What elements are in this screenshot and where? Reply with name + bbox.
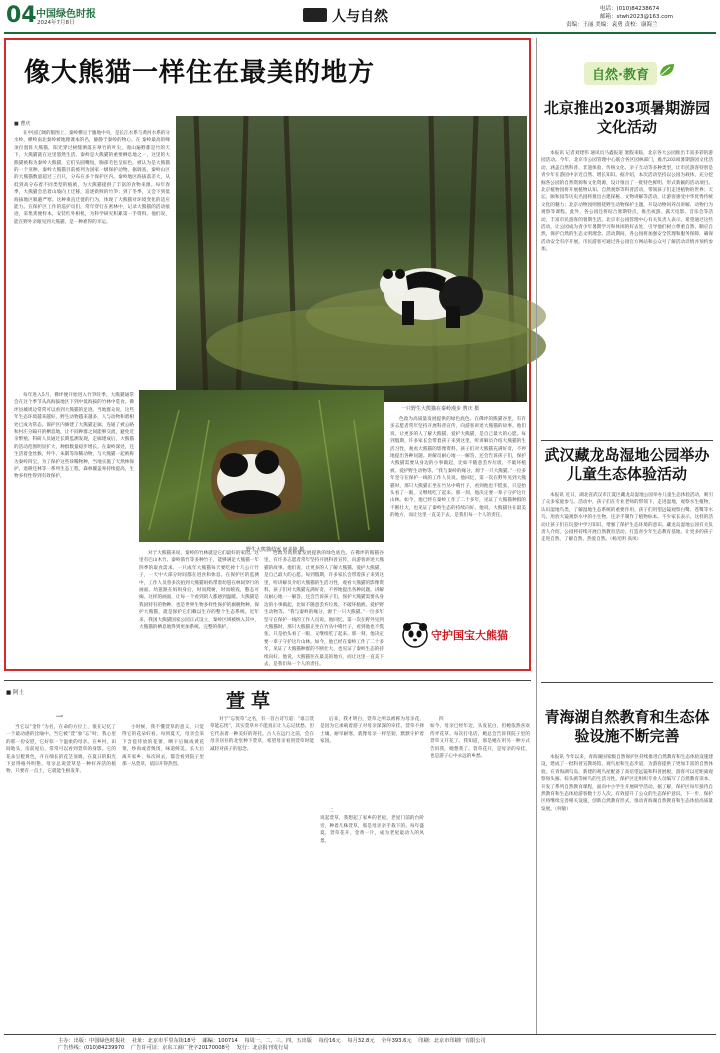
logo-text: 守护国宝大熊猫 bbox=[431, 629, 508, 642]
footer-dist: 发行：北京报刊发行局 bbox=[236, 1045, 289, 1051]
footer-postcode: 邮编：100714 bbox=[202, 1038, 238, 1044]
paper-name: 中国绿色时报 bbox=[36, 9, 96, 20]
essay-author: ■ 阿土 bbox=[6, 690, 24, 696]
lead-col-5-visible bbox=[390, 416, 526, 606]
column-separator bbox=[536, 38, 537, 1034]
contact-phone: 电话：(010)84238674 bbox=[600, 6, 660, 12]
footer-license: 广告许可证：京东工商广登字20170008号 bbox=[130, 1045, 230, 1051]
masthead-rule bbox=[4, 32, 716, 34]
forest-illustration bbox=[176, 116, 527, 402]
panda-walking-photo bbox=[176, 116, 527, 402]
lead-col-4: 色政为高质量发展提供的绿色底色。在佛坪的熊猫谷里，有许多志愿者常年坚持开展科普宣传，向游客讲述大熊猫的故事。他们说，让更多的人了解大熊猫、爱护大熊猫，是自己最大的心愿。每到假期，许多家长会带着孩子来到这里，听讲解员介绍大熊猫的生活习性，观看大熊猫的影像资料。孩子们对大熊猫充满好奇，不停地提出各种问题。讲解员耐心地一一解答，还会告诉孩子们，保护大熊猫需要从身边的小事做起，比如不随意丢弃垃圾、不破坏植被、爱护野生动物等。“我与秦岭的缘分，源于一只大熊猫。”一位多年坚守在保护一线的工作人员说。他回忆，第一次在野外见到大熊猫时，那只大熊猫正坐在竹丛中啃竹子，看到他也不慌张，只是抬头看了一眼，又继续吃了起来。那一刻，他决定要一辈子守护这片山林。如今，他已经在秦岭工作了二十多年，见证了大熊猫种群的不断壮大，也见证了秦岭生态的持续向好。他说，大熊猫住在最美的地方，而让这里一直美下去，是我们每一个人的责任。 bbox=[264, 551, 384, 668]
article1-title: 北京推出203项暑期游园文化活动 bbox=[543, 99, 711, 136]
lead-story bbox=[4, 38, 531, 671]
article2-body: 本报讯 近日，湖北省武汉市江夏区藏龙岛湿地公园举办儿童生态体验活动，吸引了众多家庭参与。活动中，孩子们在专业老师的带领下，走进湿地，观察水生植物，认识湿地鸟类，了解湿地生态系统的重要作用。孩子们用望远镜观察白鹭、苍鹭等水鸟，用放大镜观察水中的小生物，还亲手制作了植物标本。不少家长表示，这样的活动让孩子们在玩耍中学习知识，增强了保护生态环境的意识。藏龙岛湿地公园有关负责人介绍，公园将持续开展自然教育活动，打造青少年生态教育基地，让更多的孩子走进自然、了解自然、热爱自然。（杨光明 高凤） bbox=[541, 493, 713, 543]
editors: 责编：王丽 美编：袁勇 责校：康海兰 bbox=[566, 22, 658, 28]
essay-title: 萱草 bbox=[226, 690, 277, 712]
article2-title: 武汉藏龙岛湿地公园举办儿童生态体验活动 bbox=[544, 446, 710, 483]
leaf-icon bbox=[658, 62, 676, 78]
essay-col-4: 后来，我才明白，萱草之所以被称为母亲花，是因为它承载着游子对母亲深深的牵挂。萱草不择土壤，耐旱耐寒，就像母亲一样坚韧，默默守护着家园。 bbox=[320, 717, 424, 745]
contact-email: 邮箱：stwh2023@163.com bbox=[600, 14, 673, 20]
footer-print: 印刷：北京市印刷厂有限公司 bbox=[418, 1038, 486, 1044]
article3-title: 青海湖自然教育和生态体验设施不断完善 bbox=[544, 708, 710, 745]
lead-col-2: 每年进入5月，佛坪便开始进入竹笋旺季。大熊猫通常会在这个季节从高海拔地区下到中低海拔的竹林中觅食。佛坪县城周边常常可以看到大熊猫的足迹。当地群众说，这些年生态环境越来越好，野生动物越来越多，人与动物和谐相处已成为常态。保护区内修建了大熊猫走廊，连通了被公路和村庄分隔开的栖息地，让不同种群之间能够交流，避免近亲繁殖。科研人员通过长期监测发现，走廊建成后，大熊猫的活动范围明显扩大，种群数量稳步增长。在秦岭深处，还生活着金丝猴、羚牛、朱鹮等珍稀动物，与大熊猫一起被称为秦岭四宝。为了保护这些珍稀物种，当地实施了天然林保护、退耕还林等一系列生态工程，森林覆盖率持续提高，生物多样性得到有效保护。 bbox=[14, 393, 134, 480]
issue-date: 2024年7月8日 bbox=[37, 20, 75, 26]
article1-body: 本报讯 记者刘建伟 通讯员马鑫报道 暑假来临，北京各大公园推出丰富多彩的游园活动。今年，北京市公园管理中心联合各区园林部门，推出203项暑期游园文化活动，涵盖自然科普、非遗体验、传统文化、亲子互动等多种类型，让市民游客特别是青少年在游园中亲近自然、增长知识。据介绍，本次活动坚持以公园为载体，充分挖掘各公园的自然资源和文化资源，设计推出了一批特色鲜明、形式新颖的活动项目。北京植物园将开展植物认知、自然观察等科普活动，带领孩子们走进植物的世界；天坛、颐和园等历史名园将推出古建探秘、文物讲解等活动，让游客感受中华优秀传统文化的魅力；北京动物园则围绕野生动物保护主题，开设动物饲养员讲解、动物行为观察等课程。此外，各公园还将结合暑期特点，推出夜游、露天电影、音乐会等活动，丰富市民游客的暑期生活。北京市公园管理中心有关负责人表示，希望通过这些活动，让公园成为青少年暑期学习和休闲的好去处，引导他们树立尊重自然、顺应自然、保护自然的生态文明理念。活动期间，各公园将加强安全管理和服务保障，确保活动安全有序开展。市民游客可通过各公园官方网站和公众号了解活动详情并预约参加。 bbox=[541, 151, 713, 253]
footer-line-1 bbox=[58, 1037, 491, 1044]
column-title-text: 自然·教育 bbox=[592, 68, 649, 83]
essay-col-3: 对于“忘忧草”之名，有一首古诗写道：“谁言萱草能忘忧”，其实萱草并不能真正让人忘记忧愁，但它代表着一种美好的寄托。古人在远行之前，会在母亲居住的北堂种下萱草，希望母亲看到萱草时能减轻对孩子的思念。 bbox=[210, 717, 314, 752]
lead-col-1: 在中国辽阔的版图上，秦岭横亘于腹地中央，是长江水系与黄河水系的分水岭，横岭南北秦岭被地理课本的名，静静于秦岭的物心。在 秦岭最高的峰顶位置阵大熊猫，阳光穿过树缝洒落在翠竹的叶尖。漫山遍野都是竹的天下，大熊猫就在这里悠然生活。秦岭是大熊猫的重要栖息地之一，这里的大熊猫被称为秦岭大熊猫，它们头圆嘴短，胸部毛色呈棕色，被认为是大熊猫的一个亚种。秦岭大熊猫目前被列为国家一级保护动物。据调查，秦岭山区的大熊猫数量超过三百只，分布在多个保护区内。秦岭地区海拔落差大，从低到高分布着不同类型的植被，为大熊猫提供了丰富的食物来源。每年春季，大熊猫会沿着山坡向上迁移，追逐新鲜的竹笋；到了冬季，又会下到低海拔地区躲避严寒。这种垂直迁徙的行为，体现了大熊猫对环境变化的适应能力。在保护区工作的巡护员们，常年穿行在密林中，记录大熊猫的活动痕迹，采集粪便样本，安装红外相机，为科学研究积累第一手资料。他们说，能在野外亲眼见到大熊猫，是一种难得的幸运。 bbox=[14, 131, 171, 225]
page-number: 04 bbox=[6, 3, 37, 28]
footer-price: 全年393.6元 bbox=[381, 1038, 412, 1044]
panda-logo-icon bbox=[402, 622, 428, 648]
article3-body: 本报讯 今年以来，青海湖国家级自然保护区持续推进自然教育和生态体验设施建设，建成了一批科普宣教场馆、观鸟屋和生态步道，为游客提供了更加丰富的自然体验。在青海湖鸟岛，新建的观鸟屋配备了高倍望远镜和科普展板，游客可以近距离观察斑头雁、棕头鸥等候鸟的生活习性。保护区还组织专业人员编写了自然教育读本，开发了系列自然教育课程，面向中小学生开展研学活动。据了解，保护区每年接待自然教育和生态体验游客数十万人次，有效提升了公众的生态保护意识。下一步，保护区将继续完善相关设施，创新自然教育形式，推动青海湖自然教育和生态体验高质量发展。（何敏） bbox=[541, 755, 713, 812]
photo-caption-2: 野生大熊猫幼崽 何美艳 摄 bbox=[246, 547, 305, 553]
footer-schedule: 每周一、二、三、四、五出版 bbox=[244, 1038, 312, 1044]
section-title: 人与自然 bbox=[332, 9, 388, 25]
footer-annual: 每月32.8元 bbox=[347, 1038, 375, 1044]
lead-byline: ■ 曹庆 bbox=[14, 121, 31, 127]
essay-col-2: 小时候，我不懂萱草的意义，只觉得它的花朵好看。每到夏天，母亲会采下含苞待放的花蕾，晒干后做成黄花菜，炒肉或者煲汤，味道鲜美。长大后离开家乡，每次回去，都会看到院子里那一丛萱草，依旧开得热烈。 bbox=[122, 725, 204, 768]
footer-rule bbox=[4, 1034, 716, 1035]
section-logo bbox=[303, 8, 327, 22]
panda-cub-photo bbox=[139, 390, 384, 542]
cub-illustration bbox=[139, 390, 384, 542]
lead-col-5-text: 色政为高质量发展提供的绿色底色。在佛坪的熊猫谷里，有许多志愿者常年坚持开展科普宣传，向游客讲述大熊猫的故事。他们说，让更多的人了解大熊猫、爱护大熊猫，是自己最大的心愿。每到假期，许多家长会带着孩子来到这里，听讲解员介绍大熊猫的生活习性，观看大熊猫的影像资料。孩子们对大熊猫充满好奇，不停地提出各种问题。讲解员耐心地一一解答，还会告诉孩子们，保护大熊猫需要从身边的小事做起，比如不随意丢弃垃圾、不破坏植被、爱护野生动物等。“我与秦岭的缘分，源于一只大熊猫。”一位多年坚守在保护一线的工作人员说。他回忆，第一次在野外见到大熊猫时，那只大熊猫正坐在竹丛中啃竹子，看到他也不慌张，只是抬头看了一眼，又继续吃了起来。那一刻，他决定要一辈子守护这片山林。如今，他已经在秦岭工作了二十多年，见证了大熊猫种群的不断壮大，也见证了秦岭生态的持续向好。他说，大熊猫住在最美的地方，而让这里一直美下去，是我们每一个人的责任。 bbox=[390, 417, 526, 519]
footer-pages: 每份16元 bbox=[318, 1038, 341, 1044]
photo-caption-1: 一只野生大熊猫在秦岭漫步 曹庆 摄 bbox=[401, 406, 480, 412]
essay-section-1: 一 bbox=[56, 712, 63, 721]
footer-line-2 bbox=[58, 1044, 294, 1051]
right-divider-2 bbox=[541, 682, 713, 683]
essay-top-rule bbox=[4, 680, 531, 681]
nature-education-column-title bbox=[584, 62, 657, 85]
lead-col-3: 对于大熊猫来说，秦岭的竹林就是它们最好的家园。这里有巴山木竹、秦岭箭竹等多种竹子，能够满足大熊猫一年四季的取食需求。一只成年大熊猫每天要吃掉十几公斤竹子，一天中大部分时间都在进食和休息。在保护区的监测中，工作人员曾多次拍到大熊猫妈妈带着幼崽在林间穿行的画面。幼崽跟在妈妈身后，时而爬树，时而嬉戏，憨态可掬。这样的画面，让每一个看到的人都感到温暖。大熊猫是我国特有的物种，也是世界生物多样性保护的旗舰物种。保护大熊猫，就是保护它们赖以生存的整个生态系统。近年来，我国大熊猫国家公园正式设立，秦岭区域被纳入其中，大熊猫的栖息地得到更加系统、完整的保护。 bbox=[139, 551, 259, 631]
essay-col-1: 当它以“金针”为名，在命的方位上，很在记忆了一个最动感的比喻中。当它被“萱”象“忘”时，我心里的那一份安慰，它好似一个温柔的母亲。在乡村，田间地头，房前屋后，常常可以看到萱草的身影。它的花朵呈橙黄色，开在细长的花茎顶端，在夏日的阳光下显得格外明艳。母亲总说萱草是一种好养活的植物，只要有一点土，它就能生根发芽。 bbox=[6, 725, 116, 775]
essay-col-5: 二 说起萱草，我想起了家乡的老屋。老屋门前的台阶旁，种着几株萱草，那是母亲亲手栽下的。每年盛夏，萱草花开，金黄一片，成为老屋最动人的风景。 bbox=[320, 809, 424, 844]
right-divider-1 bbox=[541, 440, 713, 441]
guardian-logo bbox=[402, 615, 524, 655]
footer-phone: 广告热线：(010)84239970 bbox=[58, 1045, 125, 1051]
essay-col-6: 四 如今，母亲已经年迈，头发花白，但她依然喜欢侍弄花草。每次打电话，她总会告诉我院子里的萱草又开花了。我知道，那是她在用另一种方式告诉我，她想我了。萱草花开，是母亲的牵挂，也是游子心中永远的乡愁。 bbox=[430, 717, 530, 760]
footer-address: 社址：北京市平里东街18号 bbox=[132, 1038, 196, 1044]
footer-host: 主办：出版：中国绿色时报社 bbox=[58, 1038, 126, 1044]
lead-title: 像大熊猫一样住在最美的地方 bbox=[24, 58, 376, 88]
